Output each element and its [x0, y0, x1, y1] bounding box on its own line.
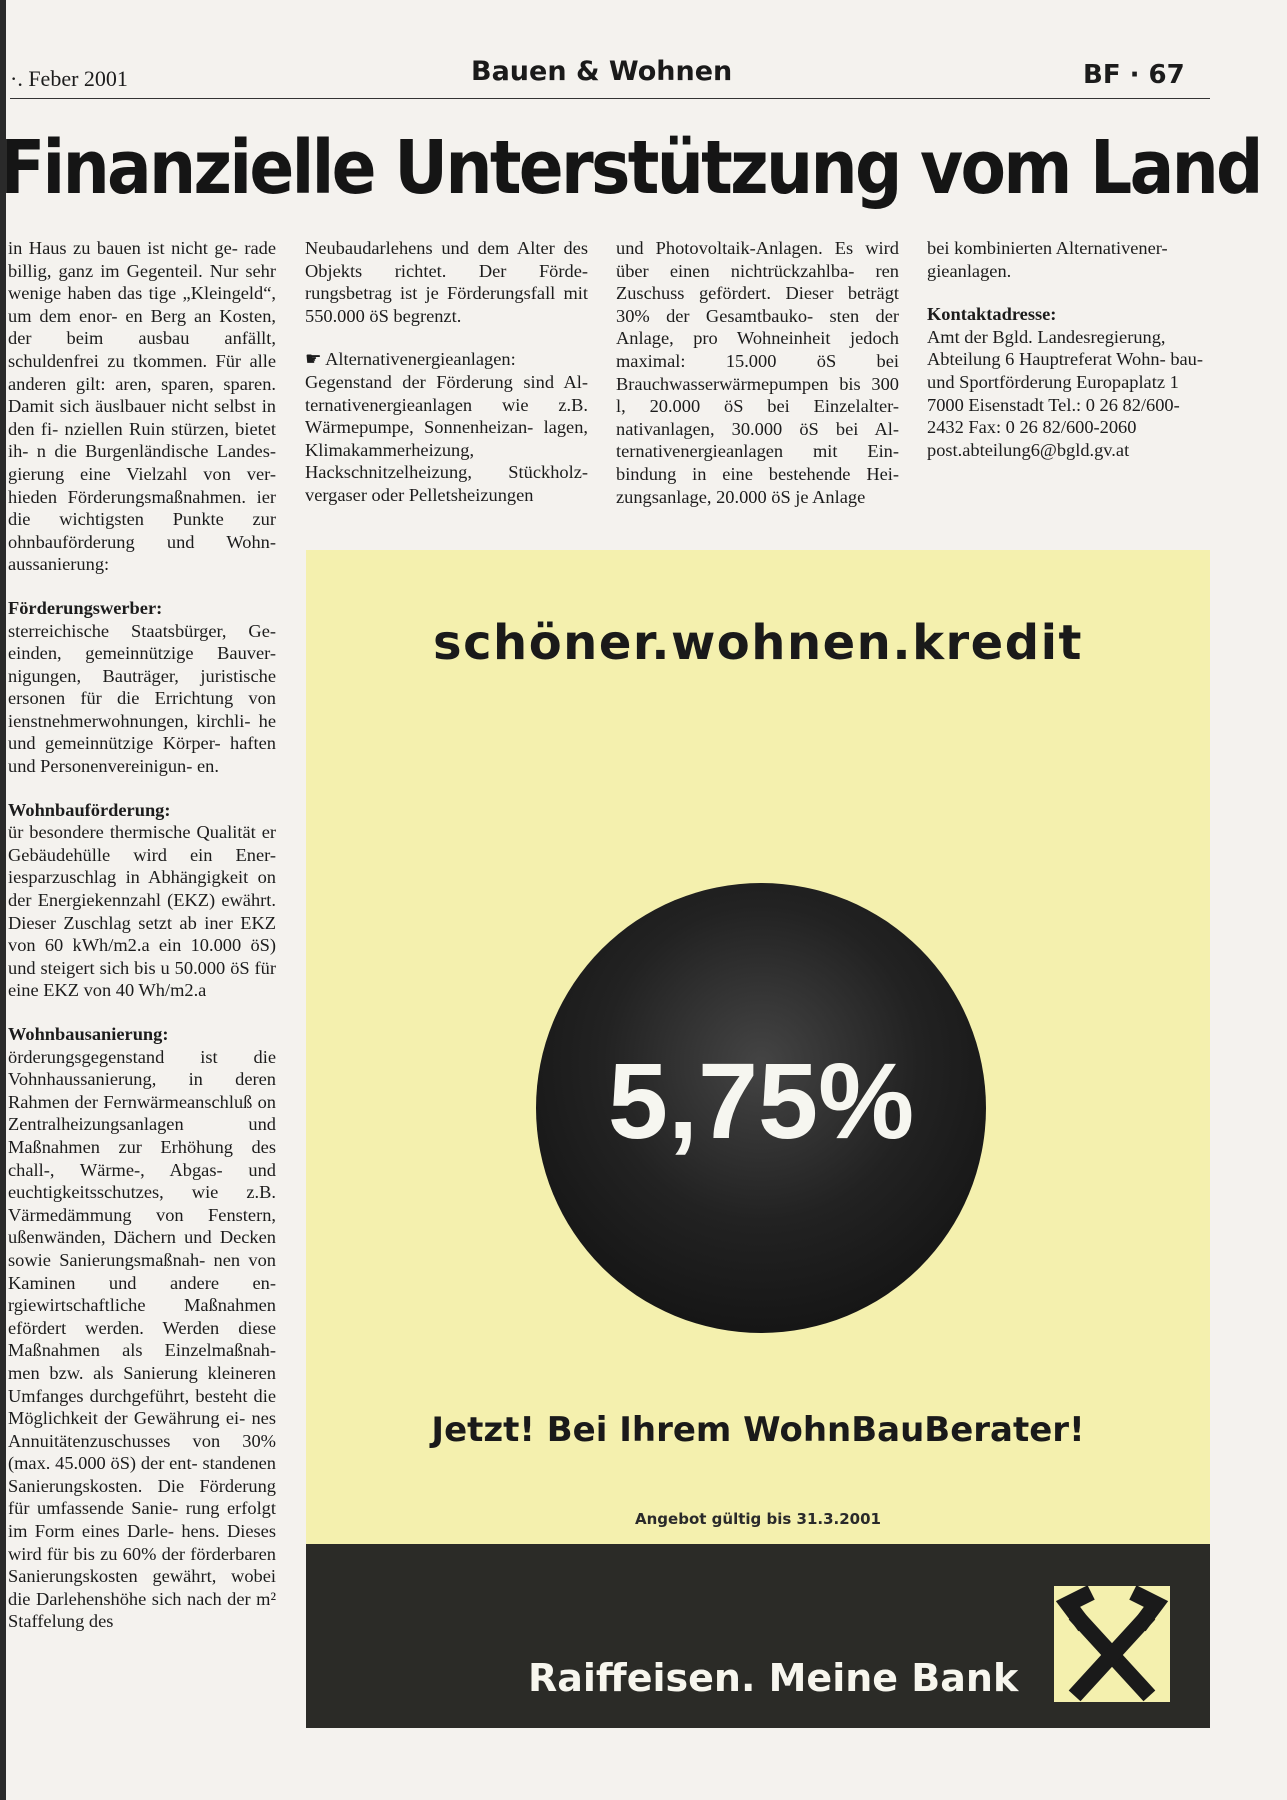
ad-validity: Angebot gültig bis 31.3.2001 — [635, 1510, 881, 1528]
subheading-kontakt: Kontaktadresse: — [927, 304, 1057, 325]
ad-bank-band — [306, 1544, 1210, 1728]
subheading-foerderungswerber: Förderungswerber: — [8, 597, 163, 618]
paragraph-neubaudarlehen: Neubaudarlehens und dem Alter des Objekts richtet. Der Förde- rungsbetrag ist je Förderungsfall mit 550.000 öS begrenzt. — [305, 238, 588, 326]
header-page-number: BF · 67 — [1083, 60, 1185, 90]
raiffeisen-logo-icon — [1054, 1586, 1170, 1702]
ad-rate-circle — [536, 883, 986, 1333]
page-edge-shadow — [0, 0, 6, 1800]
ad-interest-rate: 5,75% — [607, 1040, 915, 1161]
article-headline: Finanzielle Unterstützung vom Land — [0, 125, 1261, 211]
paragraph-wohnbaufoerderung: ür besondere thermische Qualität er Gebäudehülle wird ein Ener- iesparzuschlag in Abhängigkeit on der Energiekennzahl (EKZ) ewährt. Dieser Zuschlag setzt ab iner EKZ von 60 kWh/m2.a ein 10.000 öS) und steigert sich bis u 50.000 öS für eine EKZ von 40 Wh/m2.a — [8, 822, 276, 1001]
article-column-4 — [927, 237, 1212, 461]
article-column-1 — [8, 237, 276, 1633]
paragraph-kombiniert: bei kombinierten Alternativener- gieanlagen. — [927, 238, 1168, 281]
header-date: ·. Feber 2001 — [10, 66, 128, 91]
subheading-alternativenergie: ☛ Alternativenergieanlagen: — [305, 349, 516, 370]
ad-title: schöner.wohnen.kredit — [433, 615, 1083, 671]
paragraph-wohnbausanierung: örderungsgegenstand ist die Vohnhaussanierung, in deren Rahmen der Fernwärmeanschluß on Zentralheizungsanlagen und Maßnahmen zur Erhöhung des chall-, Wärme-, Abgas- und euchtigkeitsschutzes, wie z.B. Värmedämmung von Fenstern, ußenwänden, Dächern und Decken sowie Sanierungsmaßnah- nen von Kaminen und andere en- rgiewirtschaftliche Maßnahmen efördert werden. Werden diese Maßnahmen als Einzelmaßnah- men bzw. als Sanierung kleineren Umfanges durchgeführt, besteht die Möglichkeit der Gewährung ei- nes Annuitätenzuschusses von 30% (max. 45.000 öS) der ent- standenen Sanierungskosten. Die Förderung für umfassende Sanie- rung erfolgt im Form eines Darle- hens. Dieses wird für bis zu 60% der förderbaren Sanierungskosten gewährt, wobei die Darlehenshöhe sich nach der m² Staffelung des — [8, 1046, 276, 1632]
article-column-3 — [616, 237, 899, 508]
subheading-wohnbausanierung: Wohnbausanierung: — [8, 1024, 169, 1044]
article-column-2 — [305, 237, 588, 507]
paragraph-foerderungswerber: sterreichische Staatsbürger, Ge- einden, gemeinnützige Bauver- nigungen, Bauträger, juristische ersonen für die Errichtung von ienstnehmerwohnungen, kirchli- he und gemeinnützige Körper- haften und Personenvereinigun- en. — [8, 620, 276, 777]
header-section: Bauen & Wohnen — [471, 56, 733, 87]
paragraph-alternativenergie: Gegenstand der Förderung sind Al- ternativenergieanlagen wie z.B. Wärmepumpe, Sonnenheizan- lagen, Klimakammerheizung, Hackschnitzelheizung, Stückholz- vergaser oder Pelletsheizungen — [305, 371, 588, 505]
ad-call-to-action: Jetzt! Bei Ihrem WohnBauBerater! — [431, 1410, 1085, 1450]
article-intro: in Haus zu bauen ist nicht ge- rade billig, ganz im Gegenteil. Nur sehr wenige haben das tige „Kleingeld“, um dem enor- en Berg an Kosten, der beim ausbau anfällt, schuldenfrei zu tkommen. Für alle anderen gilt: aren, sparen, sparen. Damit sich äuslbauer nicht selbst in den fi- nziellen Ruin stürzen, bietet ih- n die Burgenländische Landes- gierung eine Vielzahl von ver- hieden Förderungsmaßnahmen. ier die wichtigsten Punkte zur ohnbauförderung und Wohn- aussanierung: — [8, 238, 276, 575]
header-rule — [10, 98, 1210, 99]
ad-bank-slogan: Raiffeisen. Meine Bank — [528, 1656, 1019, 1700]
contact-address: Amt der Bgld. Landesregierung, Abteilung 6 Hauptreferat Wohn- bau- und Sportförderung Europaplatz 1 7000 Eisenstadt Tel.: 0 26 82/600-2432 Fax: 0 26 82/600-2060 post.abteilung6@bgld.gv.at — [927, 326, 1203, 460]
raiffeisen-advertisement — [306, 550, 1210, 1728]
subheading-wohnbaufoerderung: Wohnbauförderung: — [8, 799, 171, 820]
paragraph-photovoltaik: und Photovoltaik-Anlagen. Es wird über einen nichtrückzahlba- ren Zuschuss gefördert. Dieser beträgt 30% der Gesamtbauko- sten der Anlage, pro Wohneinheit jedoch maximal: 15.000 öS bei Brauchwasserwärmepumpen bis 300 l, 20.000 öS bei Einzelalter- nativanlagen, 30.000 öS bei Al- ternativenergieanlagen mit Ein- bindung in eine bestehende Hei- zungsanlage, 20.000 öS je Anlage — [616, 238, 899, 507]
